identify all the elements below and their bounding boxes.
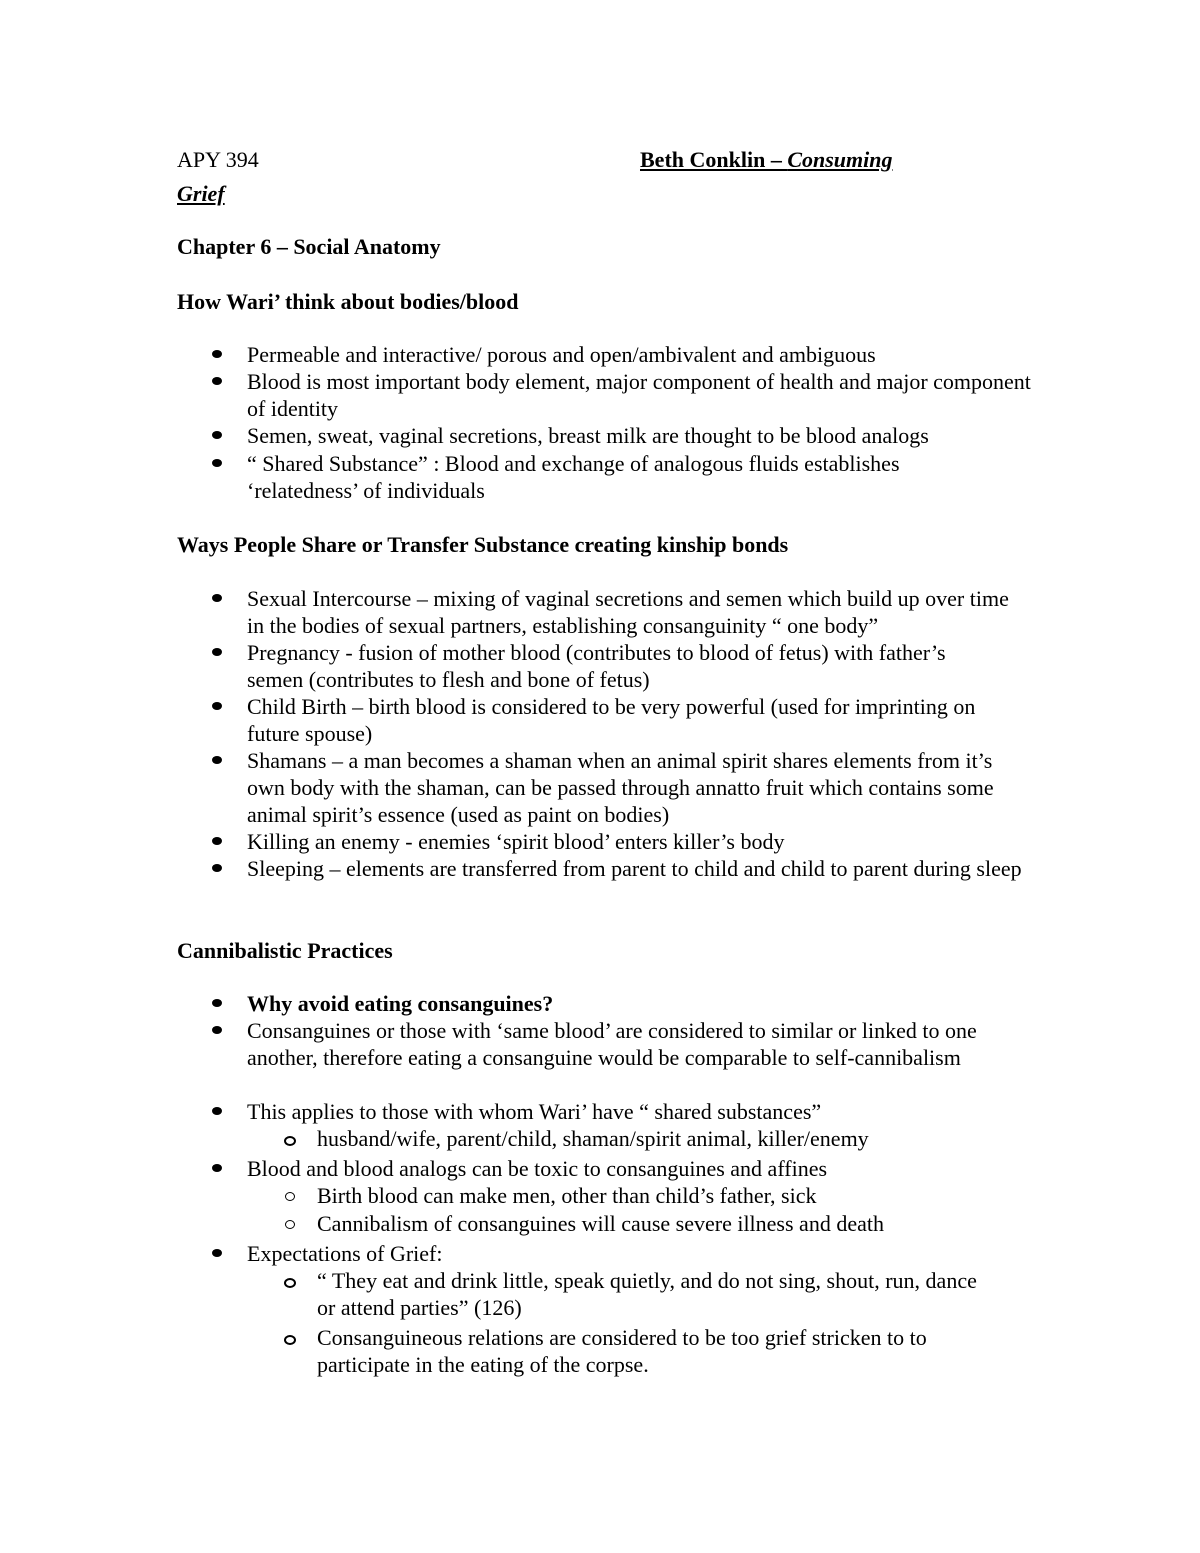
list-item: Blood is most important body element, major component of health and major component of identity: [247, 369, 1031, 421]
bullet-icon: [212, 431, 222, 439]
book-author-title: [640, 146, 893, 173]
section-heading-cannibalistic: Cannibalistic Practices: [177, 938, 393, 963]
bullet-icon: [212, 1107, 222, 1115]
sub-list-item-quote: “ They eat and drink little, speak quietly, and do not sing, shout, run, dance or attend parties” (126): [317, 1268, 977, 1320]
bullet-icon: [212, 377, 222, 385]
sub-bullet-icon: [284, 1278, 296, 1288]
section-heading-share-substance: Ways People Share or Transfer Substance creating kinship bonds: [177, 532, 789, 557]
bullet-icon: [212, 594, 222, 602]
bullet-icon: [212, 1164, 222, 1172]
bullet-icon: [212, 756, 222, 764]
sub-list-item: Consanguineous relations are considered to be too grief stricken to to participate in the eating of the corpse.: [317, 1325, 927, 1377]
bullet-icon: [212, 999, 222, 1007]
book-title-part2: Grief: [177, 181, 225, 206]
chapter-title: Chapter 6 – Social Anatomy: [177, 234, 441, 259]
list-item-question: Why avoid eating consanguines?: [247, 991, 554, 1016]
list-item: Sexual Intercourse – mixing of vaginal secretions and semen which build up over time in the bodies of sexual partners, establishing consanguinity “ one body”: [247, 586, 1009, 638]
list-item: Child Birth – birth blood is considered to be very powerful (used for imprinting on future spouse): [247, 694, 976, 746]
list-item: Blood and blood analogs can be toxic to consanguines and affines: [247, 1156, 828, 1181]
list-item: Consanguines or those with ‘same blood’ are considered to similar or linked to one another, therefore eating a consanguine would be comparable to self-cannibalism: [247, 1018, 977, 1070]
sub-bullet-icon: [285, 1220, 295, 1229]
sub-bullet-icon: [284, 1335, 296, 1345]
section-heading-bodies-blood: How Wari’ think about bodies/blood: [177, 289, 519, 314]
list-item: Shamans – a man becomes a shaman when an animal spirit shares elements from it’s own body with the shaman, can be passed through annatto fruit which contains some animal spirit’s essence (used as paint on bodies): [247, 748, 994, 827]
sub-list-item: Cannibalism of consanguines will cause severe illness and death: [317, 1211, 884, 1236]
bullet-icon: [212, 1026, 222, 1034]
bullet-icon: [212, 648, 222, 656]
sub-list-item: Birth blood can make men, other than child’s father, sick: [317, 1183, 817, 1208]
list-item: Expectations of Grief:: [247, 1241, 443, 1266]
bullet-icon: [212, 350, 222, 358]
bullet-icon: [212, 864, 222, 872]
course-code: APY 394: [177, 147, 259, 172]
list-item: “ Shared Substance” : Blood and exchange of analogous fluids establishes ‘relatedness’ of individuals: [247, 451, 900, 503]
sub-bullet-icon: [284, 1136, 296, 1146]
sub-list-item: husband/wife, parent/child, shaman/spirit animal, killer/enemy: [317, 1126, 869, 1151]
sub-bullet-icon: [285, 1192, 295, 1201]
list-item: This applies to those with whom Wari’ have “ shared substances”: [247, 1099, 822, 1124]
author-name: Beth Conklin –: [640, 147, 788, 172]
book-title-part1: Consuming: [787, 147, 893, 172]
bullet-icon: [212, 459, 222, 467]
bullet-icon: [212, 1249, 222, 1257]
bullet-icon: [212, 837, 222, 845]
list-item: Pregnancy - fusion of mother blood (contributes to blood of fetus) with father’s semen (contributes to flesh and bone of fetus): [247, 640, 946, 692]
bullet-icon: [212, 702, 222, 710]
list-item: Sleeping – elements are transferred from parent to child and child to parent during sleep: [247, 856, 1022, 881]
list-item: Killing an enemy - enemies ‘spirit blood’ enters killer’s body: [247, 829, 785, 854]
list-item: Semen, sweat, vaginal secretions, breast milk are thought to be blood analogs: [247, 423, 929, 448]
list-item: Permeable and interactive/ porous and open/ambivalent and ambiguous: [247, 342, 876, 367]
